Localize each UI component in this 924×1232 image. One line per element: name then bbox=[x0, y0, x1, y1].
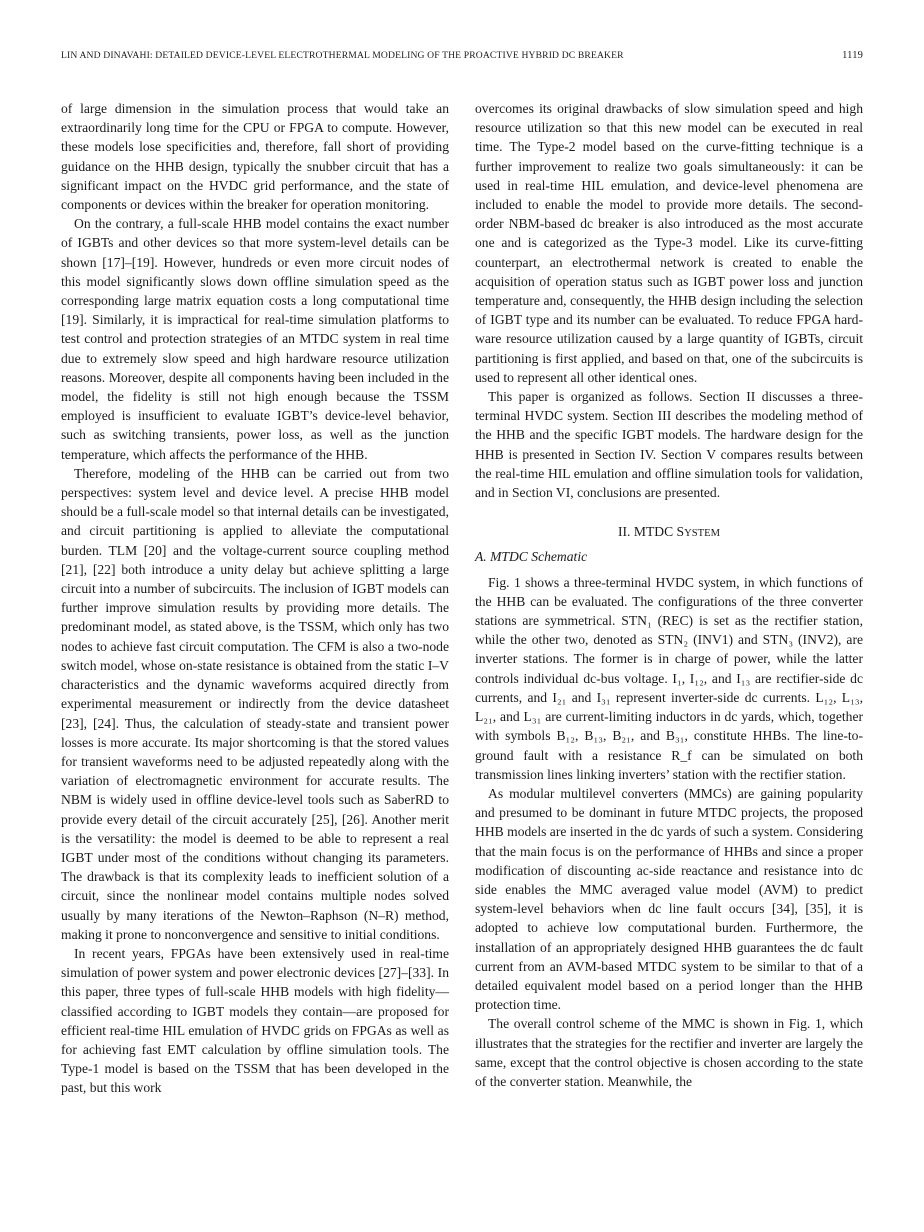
paragraph: of large dimension in the simulation process that would take an extraordinarily long time for the CPU or FPGA to compute. However, these models lose specificities and, therefore, fall short of providing guidance on the HHB design, typically the snubber circuit that has a significant impact on the HVDC grid performance, and the state of components or devices within the breaker for operation monitoring. bbox=[61, 101, 449, 213]
paragraph: Fig. 1 shows a three-terminal HVDC system, in which functions of the HHB can be evaluated. The configurations of the three converter stations are symmetrical. STN₁ (REC) is set as the rectifier station, while the other two, denoted as STN₂ (INV1) and STN₃ (INV2), are inverter stations. The former is in charge of power, while the latter controls individual dc-bus voltage. I₁, I₁₂, and I₁₃ are rectifier-side dc currents, and I₂₁ and I₃₁ represent inverter-side dc currents. L₁₂, L₁₃, L₂₁, and L₃₁ are current-limiting inductors in dc yards, which, together with symbols B₁₂, B₁₃, B₂₁, and B₃₁, constitute HHBs. The line-to-ground fault with a resistance R_f can be simulated on both transmission lines linking inverters’ station with the rectifier station. bbox=[475, 574, 863, 782]
section-title-lead: MTDC S bbox=[633, 524, 685, 540]
running-header bbox=[61, 50, 863, 66]
paragraph: Therefore, modeling of the HHB can be carried out from two perspectives: system level and device level. A precise HHB model should be a full-scale model so that internal details can be investigated, and circuit partitioning is applied to alleviate the computational burden. TLM [20] and the voltage-current source coupling method [21], [22] both introduce a unity delay but achieve splitting a large circuit into a number of subcircuits. The inclusion of IGBT models can further improve simulation results by providing more details. The predominant model, as stated above, is the TSSM, which only has two nodes to achieve fast circuit computation. The CFM is also a two-node switch model, whose on-state resistance is obtained from the static I–V characteristics and the dynamic waveforms acquired directly from experimental measurement or indirectly from the device datasheet [23], [24]. Thus, the calculation of steady-state and transient power losses is more accurate. Its major shortcoming is that the stored values for transient waveforms need to be adjusted repeatedly along with the variation of electromagnetic environment for accurate results. The NBM is widely used in offline device-level tools such as SaberRD to provide every detail of the circuit accurately [25], [26]. Another merit is the versatility: the model is deemed to be able to represent a real IGBT under most of the conditions without changing its parameters. The drawback is that its complexity leads to inefficient solution of a circuit, since the nonlinear model contains multiple nodes solved usually by many iterations of the Newton–Raphson (N–R) method, making it prone to nonconvergence and sensitive to initial conditions. bbox=[61, 465, 449, 942]
paragraph: In recent years, FPGAs have been extensively used in real-time simulation of power system and power electronic devices [27]–[33]. In this paper, three types of full-scale HHB models with high fidelity—classified according to IGBT models they contain—are proposed for efficient real-time HIL emulation of HVDC grids on FPGAs as well as for achieving fast EMT calculation by offline simulation tools. The Type-1 model is based on the TSSM that has been developed in the past, but this work bbox=[61, 945, 449, 1096]
section-heading bbox=[475, 522, 863, 543]
paragraph: The overall control scheme of the MMC is shown in Fig. 1, which illustrates that the strategies for the rectifier and inverter are largely the same, except that the control objective is chosen according to the state of the converter station. Meanwhile, the bbox=[475, 1016, 863, 1089]
subsection-heading: A. MTDC Schematic bbox=[475, 549, 588, 565]
left-column bbox=[61, 99, 449, 1098]
running-title: LIN AND DINAVAHI: DETAILED DEVICE-LEVEL ELECTROTHERMAL MODELING OF THE PROACTIVE HYBRID DC BREAKER bbox=[61, 50, 624, 61]
page-number: 1119 bbox=[842, 50, 863, 61]
section-title-smallcaps: YSTEM bbox=[684, 528, 720, 540]
paragraph: As modular multilevel converters (MMCs) are gaining popularity and presumed to be dominant in future MTDC projects, the proposed HHB models are inserted in the dc yards of such a system. Considering that the main focus is on the performance of HHBs and since a proper modification of discounting ac-side reactance and resistance into dc side enables the MMC averaged value model (AVM) to predict system-level behaviors when dc line fault occurs [34], [35], it is adopted to achieve low computational burden. Furthermore, the installation of an appropriately designed HHB guarantees the dc fault current from an AVM-based MTDC system to be similar to that of a detailed equivalent model based on a period longer than the HHB protection time. bbox=[475, 785, 863, 1013]
paragraph: This paper is organized as follows. Section II discusses a three-terminal HVDC system. Section III describes the modeling method of the HHB and the specific IGBT models. The hardware design for the HHB is presented in Section IV. Section V compares results between the real-time HIL emulation and offline simulation tools for validation, and in Section VI, conclusions are presented. bbox=[475, 389, 863, 501]
paragraph: On the contrary, a full-scale HHB model contains the exact number of IGBTs and other devices so that more system-level details can be shown [17]–[19]. However, hundreds or even more circuit nodes of this model significantly slows down offline simulation speed as the corresponding large matrix equation costs a long computational time [19]. Similarly, it is impractical for real-time simulation platforms to test control and protection strategies of an MTDC system in real time due to extremely slow speed and high hardware resource utilization reasons. Moreover, despite all components having been included in the model, the fidelity is still not high enough because the TSSM employed is insufficient to evaluate IGBT’s device-level behavior, such as switching transients, power loss, as well as the junction temperature, which affects the performance of the HHB. bbox=[61, 216, 449, 462]
right-column bbox=[475, 99, 863, 1091]
section-number: II. bbox=[618, 524, 631, 540]
paragraph: overcomes its original drawbacks of slow simulation speed and high resource utilization so that this new model can be executed in real time. The Type-2 model based on the curve-fitting technique is a further improvement to realize two goals simultaneously: it can be used in real-time HIL emulation, and device-level phenomena are included to enable the model to provide more details. The second-order NBM-based dc breaker is also introduced as the most accurate one and is categorized as the Type-3 model. Like its curve-fitting counterpart, an electrothermal network is created to enable the acquisition of operation status such as IGBT power loss and junction temperature and, consequently, the HHB design including the selection of IGBT type and its number can be evaluated. To reduce FPGA hardware resource utilization caused by a large quantity of IGBTs, circuit partitioning is first applied, and based on that, one of the subcircuits is used to represent all other identical ones. bbox=[475, 101, 863, 385]
